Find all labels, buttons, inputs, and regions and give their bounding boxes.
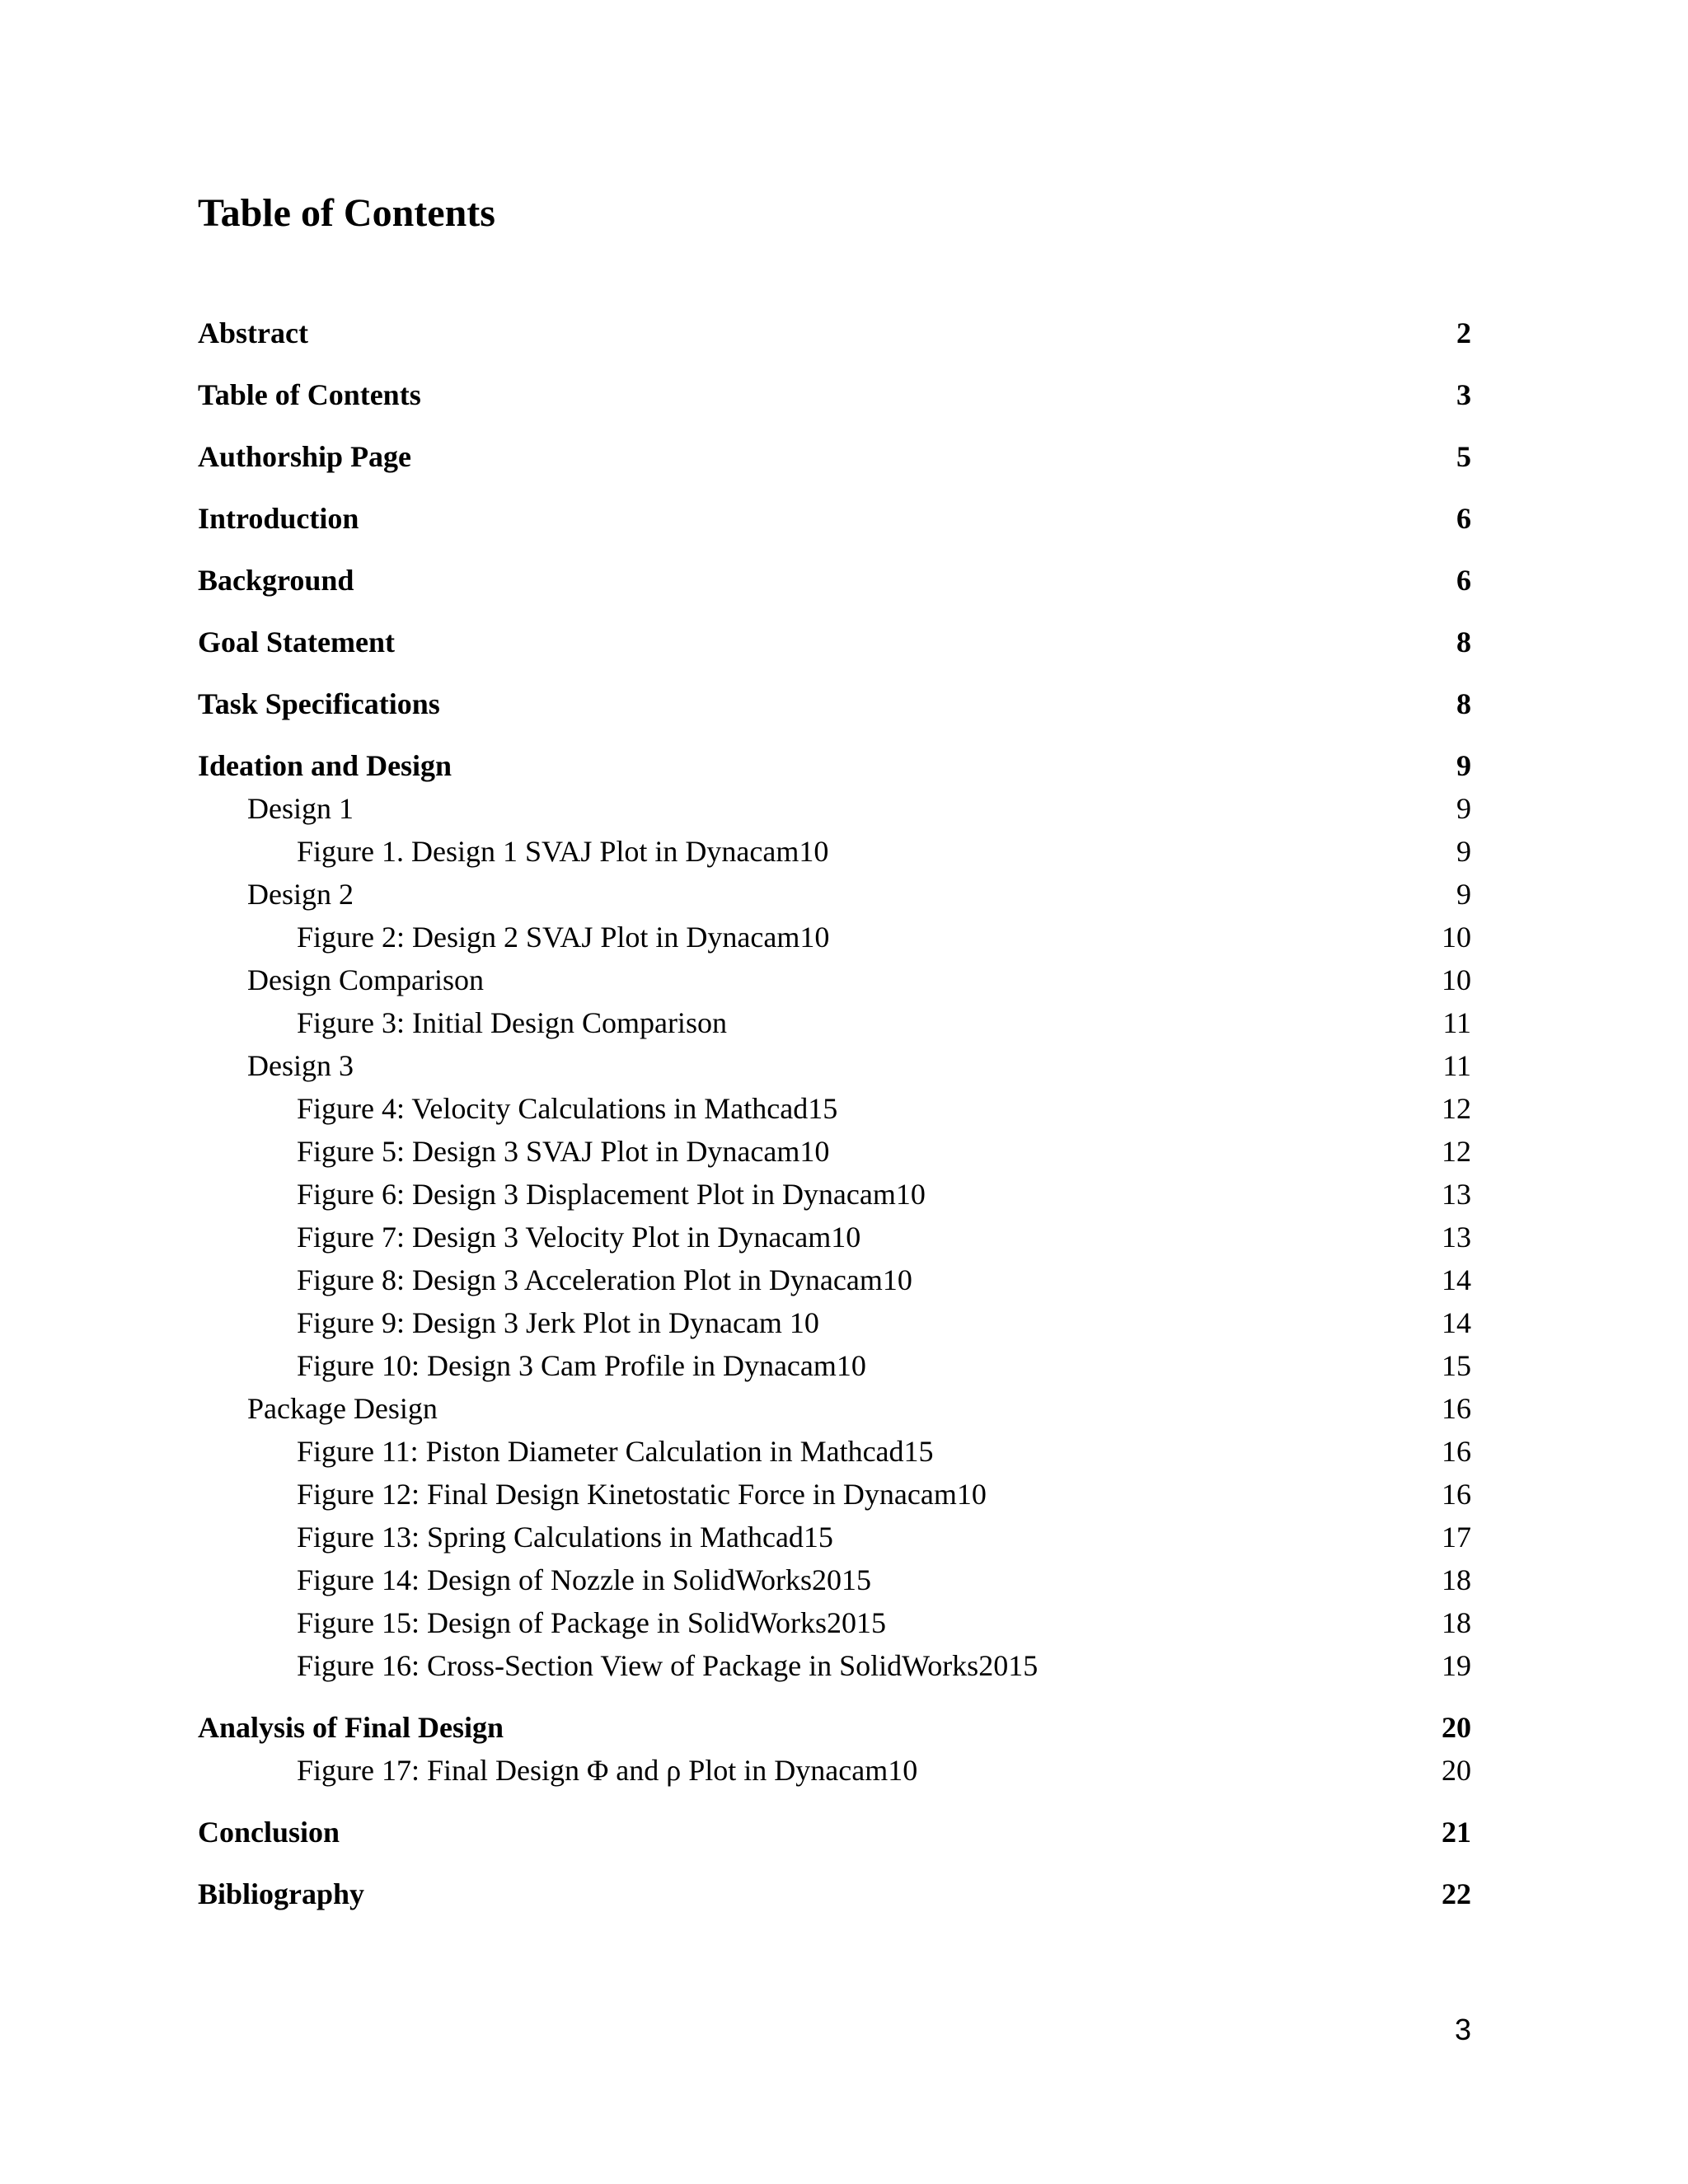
toc-entry-figure-13[interactable] bbox=[198, 1516, 1471, 1558]
toc-entry-authorship-page[interactable] bbox=[198, 435, 1471, 478]
toc-entry-page: 8 bbox=[1456, 687, 1471, 720]
toc-entry-label: Figure 14: Design of Nozzle in SolidWorks2015 bbox=[297, 1563, 872, 1596]
toc-entry-label: Figure 12: Final Design Kinetostatic Force in Dynacam10 bbox=[297, 1478, 987, 1511]
toc-entry-analysis-of-final-design[interactable] bbox=[198, 1706, 1471, 1749]
toc-entry-page: 18 bbox=[1442, 1563, 1471, 1596]
page-number: 3 bbox=[1454, 2013, 1471, 2046]
toc-entry-page: 22 bbox=[1442, 1877, 1471, 1910]
toc-entry-label: Goal Statement bbox=[198, 626, 395, 658]
toc-entry-label: Task Specifications bbox=[198, 687, 440, 720]
toc-entry-page: 20 bbox=[1442, 1711, 1471, 1744]
toc-entry-figure-16[interactable] bbox=[198, 1644, 1471, 1687]
toc-entry-label: Design Comparison bbox=[247, 963, 484, 996]
toc-entry-label: Bibliography bbox=[198, 1877, 365, 1910]
toc-entry-label: Figure 1. Design 1 SVAJ Plot in Dynacam10 bbox=[297, 835, 829, 868]
toc-entry-page: 10 bbox=[1442, 921, 1471, 954]
toc-entry-introduction[interactable] bbox=[198, 497, 1471, 540]
toc-entry-goal-statement[interactable] bbox=[198, 621, 1471, 663]
toc-entry-page: 9 bbox=[1456, 835, 1471, 868]
toc-entry-page: 16 bbox=[1442, 1435, 1471, 1468]
toc-entry-design-comparison[interactable] bbox=[198, 958, 1471, 1001]
toc-entry-design-1[interactable] bbox=[198, 787, 1471, 830]
toc-entry-package-design[interactable] bbox=[198, 1387, 1471, 1430]
toc-entry-label: Design 2 bbox=[247, 878, 354, 911]
toc-entry-page: 11 bbox=[1442, 1006, 1471, 1039]
toc-entry-label: Table of Contents bbox=[198, 378, 421, 411]
toc-entry-figure-14[interactable] bbox=[198, 1558, 1471, 1601]
toc-entry-label: Figure 16: Cross-Section View of Package in SolidWorks2015 bbox=[297, 1649, 1039, 1682]
toc-entry-page: 15 bbox=[1442, 1349, 1471, 1382]
toc-entry-page: 9 bbox=[1456, 749, 1471, 782]
toc-entry-page: 13 bbox=[1442, 1178, 1471, 1211]
toc-entry-table-of-contents[interactable] bbox=[198, 373, 1471, 416]
toc-entry-figure-17[interactable] bbox=[198, 1749, 1471, 1792]
toc-entry-page: 14 bbox=[1442, 1263, 1471, 1296]
toc-entry-label: Authorship Page bbox=[198, 440, 412, 473]
toc-entry-page: 11 bbox=[1442, 1049, 1471, 1082]
toc-entry-label: Figure 5: Design 3 SVAJ Plot in Dynacam10 bbox=[297, 1135, 830, 1168]
toc-entry-page: 17 bbox=[1442, 1521, 1471, 1554]
toc-entry-design-3[interactable] bbox=[198, 1044, 1471, 1087]
toc-entry-ideation-and-design[interactable] bbox=[198, 744, 1471, 787]
toc-entry-page: 19 bbox=[1442, 1649, 1471, 1682]
toc-entry-label: Package Design bbox=[247, 1392, 438, 1425]
toc-entry-label: Figure 4: Velocity Calculations in Mathcad15 bbox=[297, 1092, 838, 1125]
toc-entry-bibliography[interactable] bbox=[198, 1872, 1471, 1915]
toc-entry-label: Design 3 bbox=[247, 1049, 354, 1082]
toc-entry-page: 12 bbox=[1442, 1135, 1471, 1168]
toc-entry-page: 6 bbox=[1456, 502, 1471, 535]
toc-entry-page: 5 bbox=[1456, 440, 1471, 473]
toc-entry-page: 10 bbox=[1442, 963, 1471, 996]
toc-entry-figure-10[interactable] bbox=[198, 1344, 1471, 1387]
toc-entry-figure-12[interactable] bbox=[198, 1473, 1471, 1516]
toc-entry-figure-7[interactable] bbox=[198, 1216, 1471, 1258]
toc-entry-label: Figure 9: Design 3 Jerk Plot in Dynacam 10 bbox=[297, 1306, 819, 1339]
toc-entry-label: Figure 3: Initial Design Comparison bbox=[297, 1006, 727, 1039]
toc-entry-page: 9 bbox=[1456, 878, 1471, 911]
toc-entry-label: Design 1 bbox=[247, 792, 354, 825]
toc-entry-label: Ideation and Design bbox=[198, 749, 452, 782]
toc-entry-label: Background bbox=[198, 564, 354, 597]
toc-entry-figure-2[interactable] bbox=[198, 916, 1471, 958]
toc-entry-figure-9[interactable] bbox=[198, 1301, 1471, 1344]
toc-entry-page: 16 bbox=[1442, 1392, 1471, 1425]
toc-entry-page: 18 bbox=[1442, 1606, 1471, 1639]
toc-entry-label: Conclusion bbox=[198, 1816, 340, 1849]
toc-entry-page: 13 bbox=[1442, 1221, 1471, 1254]
toc-entry-page: 16 bbox=[1442, 1478, 1471, 1511]
toc-entry-background[interactable] bbox=[198, 559, 1471, 602]
toc-entry-figure-8[interactable] bbox=[198, 1258, 1471, 1301]
toc-entry-design-2[interactable] bbox=[198, 873, 1471, 916]
toc-entry-page: 14 bbox=[1442, 1306, 1471, 1339]
toc-entry-page: 21 bbox=[1442, 1816, 1471, 1849]
toc-entry-page: 8 bbox=[1456, 626, 1471, 658]
toc-entry-conclusion[interactable] bbox=[198, 1811, 1471, 1854]
page-title: Table of Contents bbox=[198, 191, 495, 235]
toc-entry-label: Figure 8: Design 3 Acceleration Plot in Dynacam10 bbox=[297, 1263, 912, 1296]
toc-entry-label: Figure 10: Design 3 Cam Profile in Dynacam10 bbox=[297, 1349, 866, 1382]
toc-entry-label: Figure 15: Design of Package in SolidWorks2015 bbox=[297, 1606, 887, 1639]
toc-entry-page: 20 bbox=[1442, 1754, 1471, 1787]
toc-entry-page: 12 bbox=[1442, 1092, 1471, 1125]
toc-entry-abstract[interactable] bbox=[198, 312, 1471, 354]
toc-entry-page: 6 bbox=[1456, 564, 1471, 597]
toc-entry-figure-15[interactable] bbox=[198, 1601, 1471, 1644]
toc-entry-page: 3 bbox=[1456, 378, 1471, 411]
toc-entry-task-specifications[interactable] bbox=[198, 682, 1471, 725]
toc-entry-label: Figure 7: Design 3 Velocity Plot in Dynacam10 bbox=[297, 1221, 861, 1254]
toc-entry-label: Analysis of Final Design bbox=[198, 1711, 504, 1744]
toc-entry-figure-1[interactable] bbox=[198, 830, 1471, 873]
toc-entry-page: 9 bbox=[1456, 792, 1471, 825]
toc-entry-label: Figure 2: Design 2 SVAJ Plot in Dynacam10 bbox=[297, 921, 830, 954]
toc-entry-label: Figure 13: Spring Calculations in Mathcad15 bbox=[297, 1521, 833, 1554]
toc-entry-label: Figure 17: Final Design Φ and ρ Plot in Dynacam10 bbox=[297, 1754, 918, 1787]
toc-entry-figure-6[interactable] bbox=[198, 1173, 1471, 1216]
toc-entry-label: Figure 6: Design 3 Displacement Plot in Dynacam10 bbox=[297, 1178, 926, 1211]
toc-entry-label: Introduction bbox=[198, 502, 359, 535]
toc-entry-figure-3[interactable] bbox=[198, 1001, 1471, 1044]
toc-entry-label: Figure 11: Piston Diameter Calculation in Mathcad15 bbox=[297, 1435, 934, 1468]
toc-entry-figure-11[interactable] bbox=[198, 1430, 1471, 1473]
toc-entry-label: Abstract bbox=[198, 316, 308, 349]
toc-entry-figure-4[interactable] bbox=[198, 1087, 1471, 1130]
toc-entry-page: 2 bbox=[1456, 316, 1471, 349]
toc-entry-figure-5[interactable] bbox=[198, 1130, 1471, 1173]
